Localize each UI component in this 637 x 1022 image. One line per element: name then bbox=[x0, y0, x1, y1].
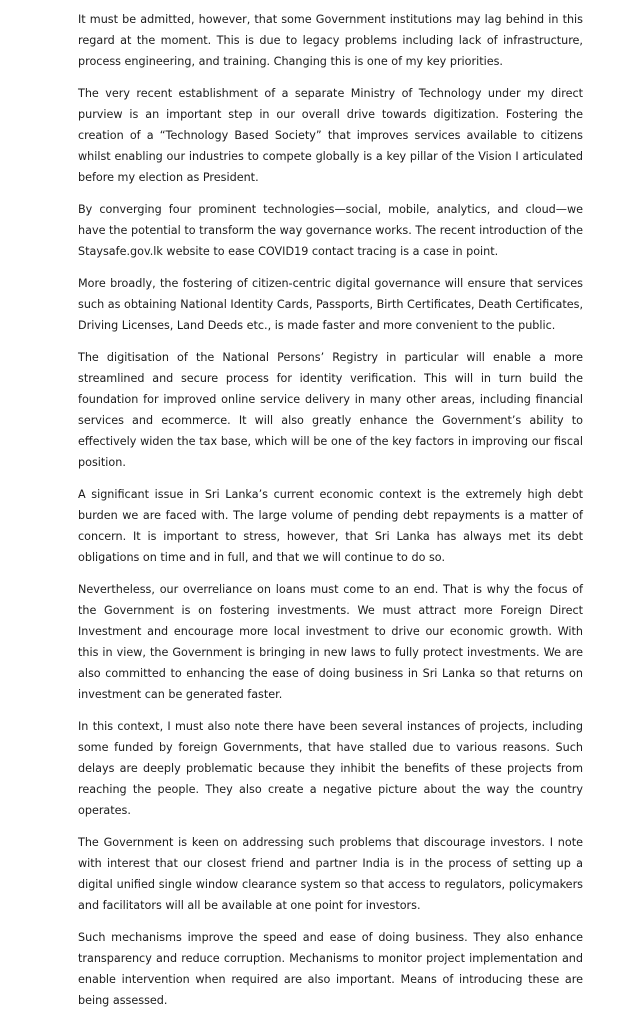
paragraph-9: The Government is keen on addressing such problems that discourage investors. I note with interest that our closest friend and partner India is in the process of setting up a digital unified single window clearance system so that access to regulators, policymakers and facilitators will all be available at one point for investors. bbox=[78, 836, 583, 912]
paragraph-7: Nevertheless, our overreliance on loans must come to an end. That is why the focus of the Government is on fostering investments. We must attract more Foreign Direct Investment and encourage more local investment to drive our economic growth. With this in view, the Government is bringing in new laws to fully protect investments. We are also committed to enhancing the ease of doing business in Sri Lanka so that returns on investment can be generated faster. bbox=[78, 583, 583, 701]
paragraph-4: More broadly, the fostering of citizen-centric digital governance will ensure that services such as obtaining National Identity Cards, Passports, Birth Certificates, Death Certificates, Driving Licenses, Land Deeds etc., is made faster and more convenient to the public. bbox=[78, 277, 583, 332]
paragraph-3: By converging four prominent technologies—social, mobile, analytics, and cloud—we have the potential to transform the way governance works. The recent introduction of the Staysafe.gov.lk website to ease COVID19 contact tracing is a case in point. bbox=[78, 203, 583, 258]
paragraph-8: In this context, I must also note there have been several instances of projects, including some funded by foreign Governments, that have stalled due to various reasons. Such delays are deeply problematic because they inhibit the benefits of these projects from reaching the people. They also create a negative picture about the way the country operates. bbox=[78, 720, 583, 817]
paragraph-5: The digitisation of the National Persons’ Registry in particular will enable a more streamlined and secure process for identity verification. This will in turn build the foundation for improved online service delivery in many other areas, including financial services and ecommerce. It will also greatly enhance the Government’s ability to effectively widen the tax base, which will be one of the key factors in improving our fiscal position. bbox=[78, 351, 583, 469]
paragraph-1: It must be admitted, however, that some Government institutions may lag behind in this regard at the moment. This is due to legacy problems including lack of infrastructure, process engineering, and training. Changing this is one of my key priorities. bbox=[78, 13, 583, 68]
paragraph-6: A significant issue in Sri Lanka’s current economic context is the extremely high debt burden we are faced with. The large volume of pending debt repayments is a matter of concern. It is important to stress, however, that Sri Lanka has always met its debt obligations on time and in full, and that we will continue to do so. bbox=[78, 488, 583, 564]
paragraph-10: Such mechanisms improve the speed and ease of doing business. They also enhance transparency and reduce corruption. Mechanisms to monitor project implementation and enable intervention when required are also important. Means of introducing these are being assessed. bbox=[78, 931, 583, 1007]
document-page bbox=[78, 9, 583, 1022]
paragraph-2: The very recent establishment of a separate Ministry of Technology under my direct purview is an important step in our overall drive towards digitization. Fostering the creation of a “Technology Based Society” that improves services available to citizens whilst enabling our industries to compete globally is a key pillar of the Vision I articulated before my election as President. bbox=[78, 87, 583, 184]
